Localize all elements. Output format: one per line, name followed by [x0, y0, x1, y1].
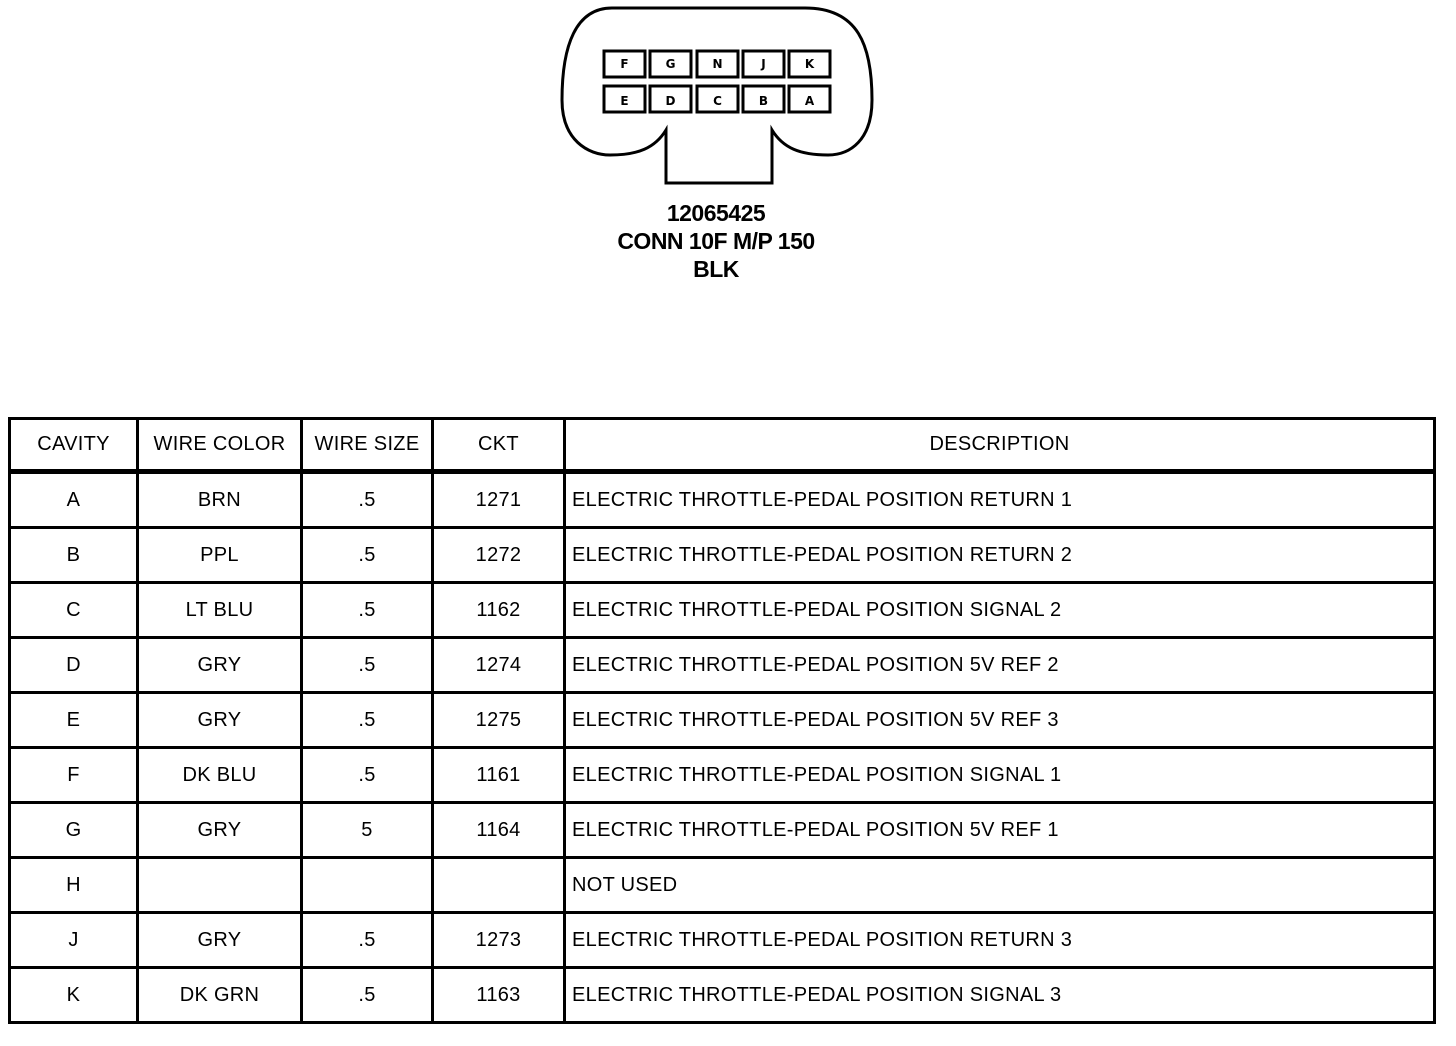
pin-label-n: N — [712, 57, 723, 71]
cell-wire-size: .5 — [302, 748, 433, 803]
cell-description: NOT USED — [565, 858, 1435, 913]
cell-cavity: G — [10, 803, 138, 858]
pin-label-f: F — [620, 57, 629, 71]
cell-wire-size: .5 — [302, 968, 433, 1023]
cell-ckt: 1271 — [433, 472, 565, 528]
cell-ckt: 1163 — [433, 968, 565, 1023]
table-row — [10, 638, 1435, 693]
connector-top-row — [604, 51, 830, 77]
cell-wire-size: .5 — [302, 638, 433, 693]
cell-cavity: B — [10, 528, 138, 583]
cell-wire-size: .5 — [302, 913, 433, 968]
cell-description: ELECTRIC THROTTLE-PEDAL POSITION 5V REF 3 — [565, 693, 1435, 748]
pin-label-k: K — [804, 57, 815, 71]
pin-label-b: B — [758, 94, 769, 108]
cell-wire-color: PPL — [138, 528, 302, 583]
connector-part-number: 12065425 — [666, 200, 766, 226]
table-row — [10, 968, 1435, 1023]
cell-ckt — [433, 858, 565, 913]
cell-wire-size: .5 — [302, 472, 433, 528]
table-row — [10, 803, 1435, 858]
cell-description: ELECTRIC THROTTLE-PEDAL POSITION SIGNAL 1 — [565, 748, 1435, 803]
cell-ckt: 1275 — [433, 693, 565, 748]
connector-bottom-row — [604, 86, 830, 112]
cell-wire-size: 5 — [302, 803, 433, 858]
cell-wire-color: GRY — [138, 803, 302, 858]
cell-wire-size — [302, 858, 433, 913]
connector-description: CONN 10F M/P 150 — [617, 228, 815, 254]
cell-wire-size: .5 — [302, 693, 433, 748]
table-row — [10, 693, 1435, 748]
cell-cavity: H — [10, 858, 138, 913]
header-cavity: CAVITY — [10, 419, 138, 472]
cell-wire-color: GRY — [138, 693, 302, 748]
cell-ckt: 1273 — [433, 913, 565, 968]
cell-description: ELECTRIC THROTTLE-PEDAL POSITION RETURN 3 — [565, 913, 1435, 968]
pin-label-d: D — [665, 94, 676, 108]
cell-wire-color: LT BLU — [138, 583, 302, 638]
table-row — [10, 748, 1435, 803]
header-description: DESCRIPTION — [565, 419, 1435, 472]
cell-wire-size: .5 — [302, 583, 433, 638]
cell-cavity: A — [10, 472, 138, 528]
cell-ckt: 1272 — [433, 528, 565, 583]
header-wire-size: WIRE SIZE — [302, 419, 433, 472]
table-row — [10, 583, 1435, 638]
cell-ckt: 1161 — [433, 748, 565, 803]
cell-ckt: 1274 — [433, 638, 565, 693]
cell-description: ELECTRIC THROTTLE-PEDAL POSITION RETURN 1 — [565, 472, 1435, 528]
cell-wire-color: GRY — [138, 638, 302, 693]
pin-label-j: J — [761, 57, 766, 71]
table-row — [10, 472, 1435, 528]
cell-wire-color: DK GRN — [138, 968, 302, 1023]
cell-description: ELECTRIC THROTTLE-PEDAL POSITION SIGNAL 2 — [565, 583, 1435, 638]
pin-label-g: G — [665, 57, 676, 71]
header-ckt: CKT — [433, 419, 565, 472]
cell-description: ELECTRIC THROTTLE-PEDAL POSITION 5V REF 2 — [565, 638, 1435, 693]
table-row — [10, 528, 1435, 583]
table-row — [10, 913, 1435, 968]
table-row — [10, 858, 1435, 913]
cell-wire-color: BRN — [138, 472, 302, 528]
cell-wire-color: DK BLU — [138, 748, 302, 803]
cell-cavity: F — [10, 748, 138, 803]
cell-wire-size: .5 — [302, 528, 433, 583]
cell-cavity: D — [10, 638, 138, 693]
cell-wire-color: GRY — [138, 913, 302, 968]
pin-label-a: A — [804, 94, 815, 108]
cell-cavity: E — [10, 693, 138, 748]
cell-ckt: 1162 — [433, 583, 565, 638]
connector-color: BLK — [693, 256, 739, 282]
cell-cavity: K — [10, 968, 138, 1023]
cell-description: ELECTRIC THROTTLE-PEDAL POSITION 5V REF 1 — [565, 803, 1435, 858]
cell-cavity: J — [10, 913, 138, 968]
cell-description: ELECTRIC THROTTLE-PEDAL POSITION RETURN 2 — [565, 528, 1435, 583]
cell-cavity: C — [10, 583, 138, 638]
cell-description: ELECTRIC THROTTLE-PEDAL POSITION SIGNAL 3 — [565, 968, 1435, 1023]
cavity-table — [8, 417, 1436, 1024]
pin-label-e: E — [620, 94, 629, 108]
cell-ckt: 1164 — [433, 803, 565, 858]
header-wire-color: WIRE COLOR — [138, 419, 302, 472]
pin-label-c: C — [713, 94, 722, 108]
table-header-row — [10, 419, 1435, 472]
cell-wire-color — [138, 858, 302, 913]
